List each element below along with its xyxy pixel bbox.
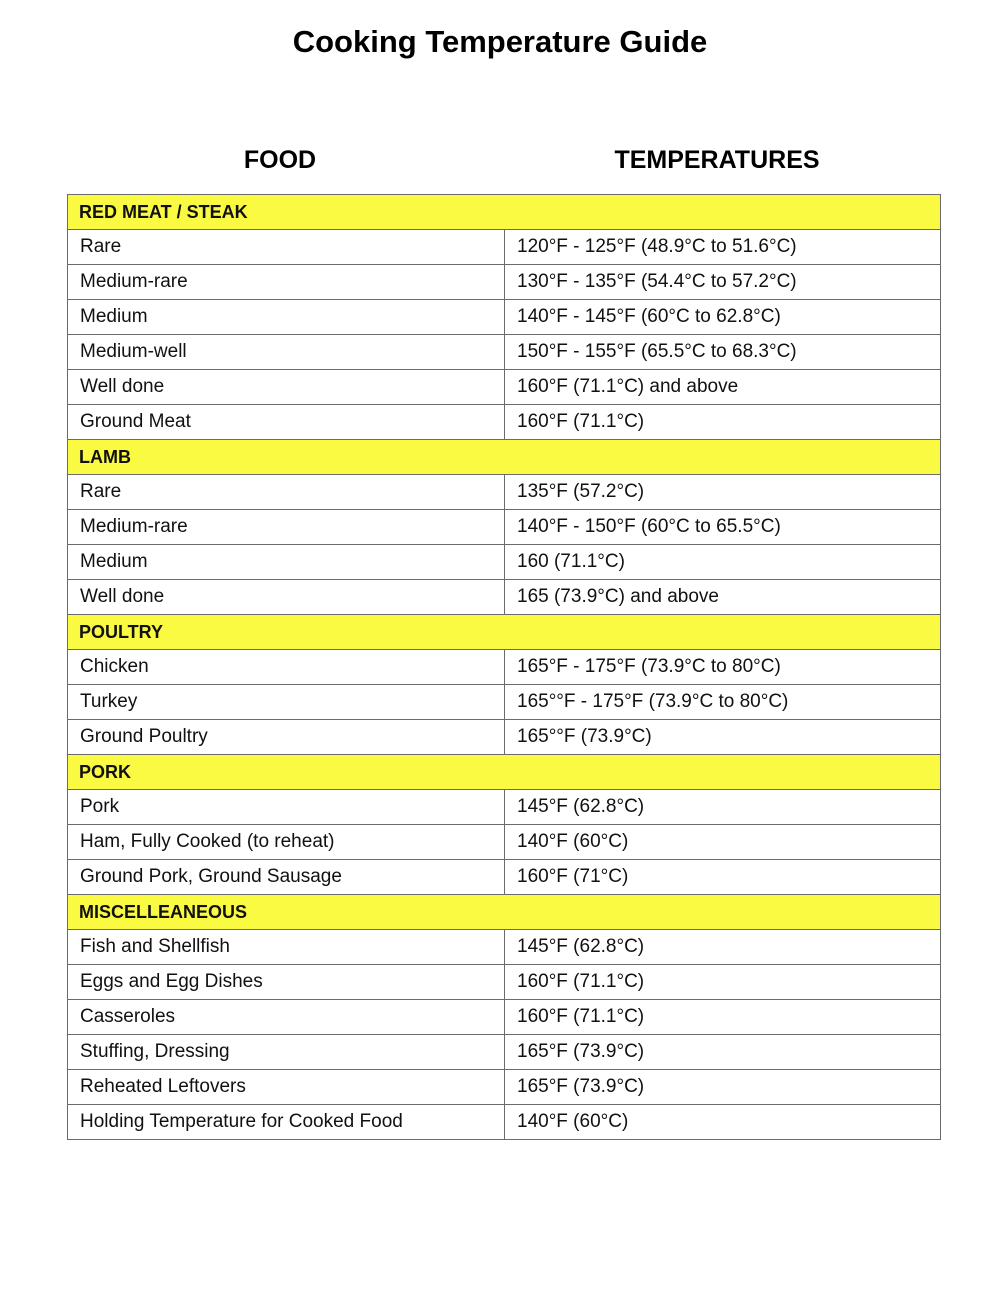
temperature-cell: 165°F (73.9°C) [505,1035,941,1070]
column-header-food: FOOD [243,146,317,174]
temperature-cell: 140°F (60°C) [505,1105,941,1140]
temperature-cell: 160°F (71.1°C) and above [505,370,941,405]
section-header-row [68,895,941,930]
table-row [68,685,941,720]
table-row [68,790,941,825]
table-row [68,650,941,685]
food-cell: Ground Meat [68,405,505,440]
temperature-cell: 165°F - 175°F (73.9°C to 80°C) [505,650,941,685]
table-row [68,230,941,265]
table-row [68,720,941,755]
temperature-cell: 165°°F - 175°F (73.9°C to 80°C) [505,685,941,720]
section-name: RED MEAT / STEAK [68,195,941,230]
temperature-cell: 140°F (60°C) [505,825,941,860]
table-row [68,510,941,545]
table-row [68,265,941,300]
temperature-cell: 120°F - 125°F (48.9°C to 51.6°C) [505,230,941,265]
section-name: MISCELLEANEOUS [68,895,941,930]
food-cell: Eggs and Egg Dishes [68,965,505,1000]
temperature-cell: 140°F - 145°F (60°C to 62.8°C) [505,300,941,335]
section-name: LAMB [68,440,941,475]
food-cell: Well done [68,580,505,615]
food-cell: Medium [68,300,505,335]
food-cell: Chicken [68,650,505,685]
temperature-cell: 135°F (57.2°C) [505,475,941,510]
table-row [68,825,941,860]
food-cell: Stuffing, Dressing [68,1035,505,1070]
table-row [68,1000,941,1035]
food-cell: Pork [68,790,505,825]
table-row [68,1035,941,1070]
temperature-cell: 130°F - 135°F (54.4°C to 57.2°C) [505,265,941,300]
food-cell: Rare [68,475,505,510]
section-header-row [68,755,941,790]
food-cell: Ham, Fully Cooked (to reheat) [68,825,505,860]
section-header-row [68,615,941,650]
table-row [68,1070,941,1105]
section-name: POULTRY [68,615,941,650]
food-cell: Ground Poultry [68,720,505,755]
table-row [68,930,941,965]
section-header-row [68,440,941,475]
temperature-cell: 160°F (71.1°C) [505,1000,941,1035]
food-cell: Medium-rare [68,510,505,545]
food-cell: Casseroles [68,1000,505,1035]
food-cell: Rare [68,230,505,265]
temperature-cell: 160 (71.1°C) [505,545,941,580]
table-row [68,300,941,335]
food-cell: Reheated Leftovers [68,1070,505,1105]
temperature-cell: 165°°F (73.9°C) [505,720,941,755]
temperature-cell: 145°F (62.8°C) [505,790,941,825]
food-cell: Turkey [68,685,505,720]
temperature-cell: 145°F (62.8°C) [505,930,941,965]
table-row [68,1105,941,1140]
food-cell: Ground Pork, Ground Sausage [68,860,505,895]
temperature-cell: 160°F (71.1°C) [505,405,941,440]
food-cell: Medium-rare [68,265,505,300]
table-row [68,545,941,580]
food-cell: Medium-well [68,335,505,370]
table-row [68,965,941,1000]
column-header-temperatures: TEMPERATURES [614,146,820,174]
table-row [68,370,941,405]
table-row [68,405,941,440]
food-cell: Fish and Shellfish [68,930,505,965]
table-row [68,475,941,510]
food-cell: Medium [68,545,505,580]
table-row [68,580,941,615]
temperature-cell: 140°F - 150°F (60°C to 65.5°C) [505,510,941,545]
temperature-table [67,194,941,1140]
temperature-cell: 165°F (73.9°C) [505,1070,941,1105]
temperature-cell: 165 (73.9°C) and above [505,580,941,615]
table-row [68,335,941,370]
food-cell: Well done [68,370,505,405]
temperature-cell: 160°F (71.1°C) [505,965,941,1000]
section-name: PORK [68,755,941,790]
section-header-row [68,195,941,230]
table-row [68,860,941,895]
temperature-cell: 160°F (71°C) [505,860,941,895]
temperature-cell: 150°F - 155°F (65.5°C to 68.3°C) [505,335,941,370]
page-title: Cooking Temperature Guide [292,24,708,59]
food-cell: Holding Temperature for Cooked Food [68,1105,505,1140]
